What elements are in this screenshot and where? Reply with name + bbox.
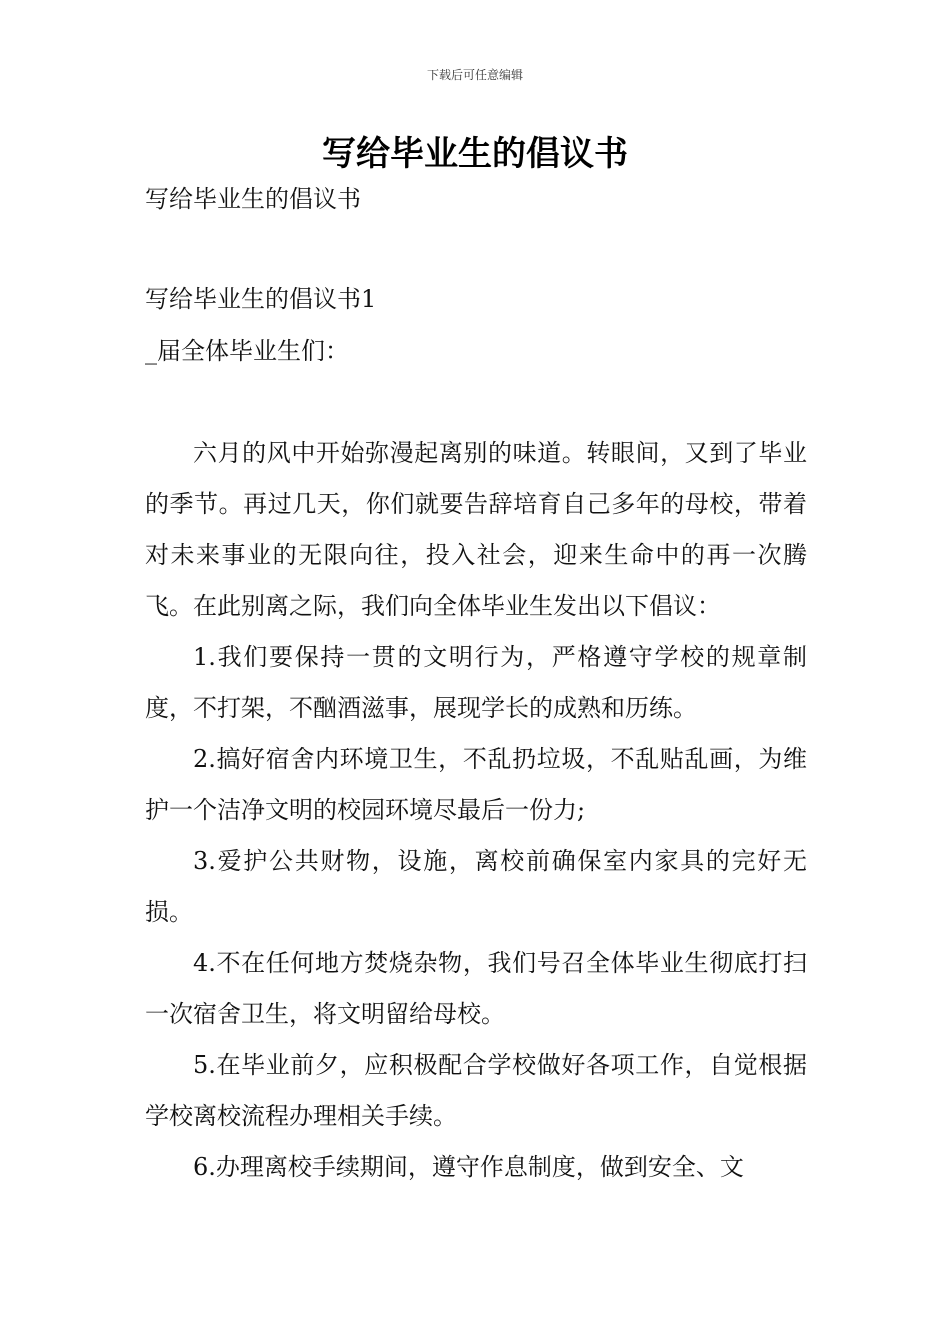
paragraph: 3.爱护公共财物，设施，离校前确保室内家具的完好无损。 (145, 847, 807, 926)
header-note: 下载后可任意编辑 (426, 68, 523, 82)
salutation: _届全体毕业生们： (145, 337, 349, 365)
section-heading: 写给毕业生的倡议书1 (145, 285, 377, 313)
paragraph: 1.我们要保持一贯的文明行为，严格遵守学校的规章制度，不打架，不酗酒滋事，展现学长的成熟和历练。 (145, 643, 807, 722)
paragraph: 4.不在任何地方焚烧杂物，我们号召全体毕业生彻底打扫一次宿舍卫生，将文明留给母校。 (145, 949, 807, 1028)
paragraph: 2.搞好宿舍内环境卫生，不乱扔垃圾，不乱贴乱画，为维护一个洁净文明的校园环境尽最后一份力; (145, 745, 807, 824)
paragraph: 六月的风中开始弥漫起离别的味道。转眼间，又到了毕业的季节。再过几天，你们就要告辞培育自己多年的母校，带着对未来事业的无限向往，投入社会，迎来生命中的再一次腾飞。在此别离之际，我们向全体毕业生发出以下倡议： (145, 439, 807, 620)
body-text (145, 428, 807, 1193)
paragraph: 5.在毕业前夕，应积极配合学校做好各项工作，自觉根据学校离校流程办理相关手续。 (145, 1051, 807, 1130)
document-title: 写给毕业生的倡议书 (322, 134, 628, 174)
document-subtitle: 写给毕业生的倡议书 (145, 185, 361, 213)
paragraph: 6.办理离校手续期间，遵守作息制度，做到安全、文 (193, 1153, 744, 1181)
